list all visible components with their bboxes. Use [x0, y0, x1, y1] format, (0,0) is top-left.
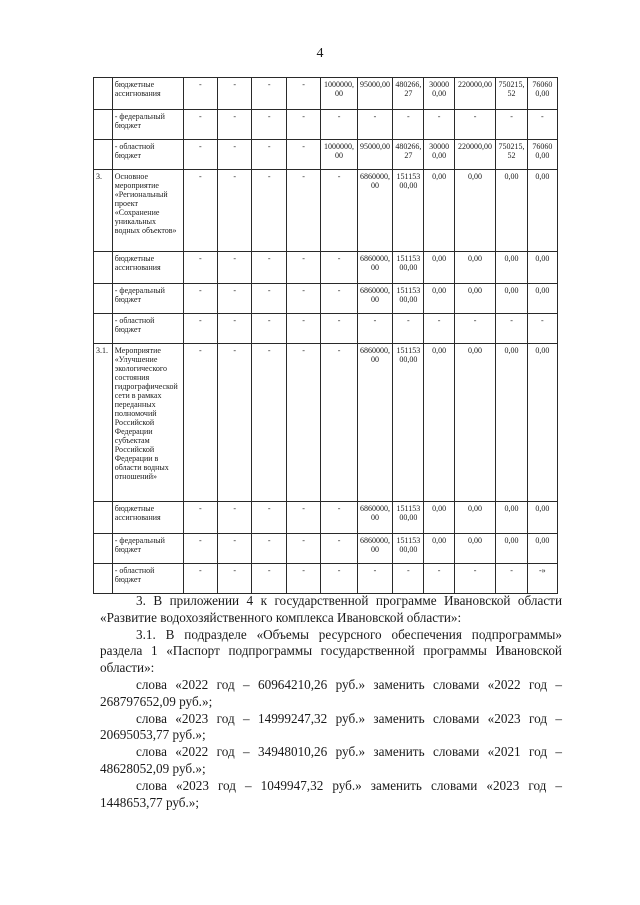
- value-cell: -: [252, 284, 286, 314]
- value-cell: -: [252, 314, 286, 344]
- paragraph: слова «2022 год – 34948010,26 руб.» заменить словами «2021 год – 48628052,09 руб.»;: [100, 744, 562, 776]
- value-cell: 0,00: [527, 502, 557, 534]
- row-name-cell: бюджетные ассигнования: [112, 252, 183, 284]
- value-cell: 0,00: [424, 502, 454, 534]
- value-cell: 6860000,00: [357, 252, 392, 284]
- value-cell: -: [183, 502, 217, 534]
- value-cell: 15115300,00: [393, 252, 424, 284]
- row-name-cell: - областной бюджет: [112, 314, 183, 344]
- value-cell: -: [496, 314, 527, 344]
- row-number-cell: [94, 534, 113, 564]
- value-cell: -: [218, 502, 252, 534]
- value-cell: 0,00: [454, 344, 496, 502]
- value-cell: -: [393, 314, 424, 344]
- paragraph: слова «2022 год – 60964210,26 руб.» заменить словами «2022 год – 268797652,09 руб.»;: [100, 676, 562, 709]
- value-cell: 6860000,00: [357, 284, 392, 314]
- value-cell: -: [183, 564, 217, 594]
- value-cell: -: [321, 314, 357, 344]
- row-number-cell: [94, 502, 113, 534]
- value-cell: -: [321, 252, 357, 284]
- paragraph: слова «2023 год – 1049947,32 руб.» заменить словами «2023 год – 1448653,77 руб.»;: [100, 777, 562, 810]
- row-name-cell: - областной бюджет: [112, 564, 183, 594]
- value-cell: -: [527, 314, 557, 344]
- value-cell: -: [218, 284, 252, 314]
- value-cell: 1000000,00: [321, 78, 357, 110]
- paragraph: 3.1. В подразделе «Объемы ресурсного обеспечения подпрограммы» раздела 1 «Паспорт подпрограммы государственной программы Ивановской области»:: [100, 626, 562, 676]
- value-cell: 15115300,00: [393, 534, 424, 564]
- budget-table: [93, 77, 558, 594]
- value-cell: -: [286, 502, 320, 534]
- table-row: [94, 502, 558, 534]
- value-cell: -: [183, 78, 217, 110]
- value-cell: -: [527, 110, 557, 140]
- value-cell: 0,00: [527, 170, 557, 252]
- value-cell: -: [218, 564, 252, 594]
- value-cell: 15115300,00: [393, 344, 424, 502]
- value-cell: 300000,00: [424, 78, 454, 110]
- value-cell: -: [252, 564, 286, 594]
- value-cell: -: [454, 564, 496, 594]
- value-cell: -: [321, 534, 357, 564]
- value-cell: -: [424, 110, 454, 140]
- table-row: [94, 284, 558, 314]
- value-cell: -: [183, 252, 217, 284]
- value-cell: -: [321, 284, 357, 314]
- table-row: [94, 170, 558, 252]
- value-cell: 0,00: [454, 252, 496, 284]
- row-name-cell: Мероприятие «Улучшение экологического состояния гидрографической сети в рамках переданных полномочий Российской Федерации субъектам Российской Федерации в области водных отношений»: [112, 344, 183, 502]
- row-number-cell: [94, 78, 113, 110]
- value-cell: -: [454, 314, 496, 344]
- value-cell: 220000,00: [454, 140, 496, 170]
- value-cell: -: [357, 314, 392, 344]
- value-cell: 6860000,00: [357, 170, 392, 252]
- row-number-cell: 3.1.: [94, 344, 113, 502]
- value-cell: -: [183, 284, 217, 314]
- value-cell: -: [424, 314, 454, 344]
- value-cell: 0,00: [424, 534, 454, 564]
- row-name-cell: - федеральный бюджет: [112, 534, 183, 564]
- row-number-cell: [94, 284, 113, 314]
- row-number-cell: [94, 564, 113, 594]
- value-cell: 0,00: [496, 284, 527, 314]
- value-cell: 220000,00: [454, 78, 496, 110]
- value-cell: 0,00: [496, 170, 527, 252]
- table-row: [94, 110, 558, 140]
- value-cell: 0,00: [454, 284, 496, 314]
- value-cell: 0,00: [424, 252, 454, 284]
- value-cell: 6860000,00: [357, 344, 392, 502]
- row-name-cell: бюджетные ассигнования: [112, 502, 183, 534]
- value-cell: 0,00: [527, 344, 557, 502]
- value-cell: 15115300,00: [393, 284, 424, 314]
- value-cell: -: [286, 252, 320, 284]
- value-cell: -: [286, 314, 320, 344]
- value-cell: -: [321, 170, 357, 252]
- value-cell: 15115300,00: [393, 170, 424, 252]
- value-cell: 0,00: [424, 344, 454, 502]
- value-cell: 0,00: [527, 534, 557, 564]
- value-cell: -: [218, 252, 252, 284]
- value-cell: -: [252, 170, 286, 252]
- value-cell: -: [183, 534, 217, 564]
- value-cell: 0,00: [496, 502, 527, 534]
- value-cell: 0,00: [496, 252, 527, 284]
- value-cell: 760600,00: [527, 78, 557, 110]
- value-cell: 760600,00: [527, 140, 557, 170]
- value-cell: -: [393, 564, 424, 594]
- value-cell: 1000000,00: [321, 140, 357, 170]
- value-cell: -»: [527, 564, 557, 594]
- value-cell: -: [252, 140, 286, 170]
- value-cell: -: [496, 110, 527, 140]
- value-cell: -: [218, 170, 252, 252]
- value-cell: 15115300,00: [393, 502, 424, 534]
- paragraph: 3. В приложении 4 к государственной программе Ивановской области «Развитие водохозяйственного комплекса Ивановской области»:: [100, 593, 562, 625]
- value-cell: -: [218, 344, 252, 502]
- value-cell: -: [183, 314, 217, 344]
- value-cell: -: [183, 344, 217, 502]
- value-cell: 300000,00: [424, 140, 454, 170]
- value-cell: 0,00: [496, 344, 527, 502]
- value-cell: 0,00: [424, 170, 454, 252]
- value-cell: 0,00: [527, 252, 557, 284]
- document-body: [100, 593, 562, 811]
- row-number-cell: [94, 252, 113, 284]
- table-row: [94, 344, 558, 502]
- value-cell: -: [286, 564, 320, 594]
- value-cell: -: [218, 534, 252, 564]
- table-row: [94, 314, 558, 344]
- value-cell: 750215,52: [496, 140, 527, 170]
- value-cell: -: [183, 140, 217, 170]
- value-cell: 0,00: [527, 284, 557, 314]
- table-row: [94, 534, 558, 564]
- value-cell: -: [252, 502, 286, 534]
- paragraph: слова «2023 год – 14999247,32 руб.» заменить словами «2023 год – 20695053,77 руб.»;: [100, 710, 562, 743]
- value-cell: -: [286, 344, 320, 502]
- value-cell: -: [357, 110, 392, 140]
- value-cell: -: [252, 252, 286, 284]
- budget-table-body: [94, 78, 558, 594]
- value-cell: -: [218, 140, 252, 170]
- value-cell: -: [424, 564, 454, 594]
- value-cell: 95000,00: [357, 140, 392, 170]
- value-cell: 0,00: [454, 502, 496, 534]
- value-cell: -: [183, 170, 217, 252]
- row-number-cell: [94, 140, 113, 170]
- value-cell: -: [286, 284, 320, 314]
- value-cell: 0,00: [424, 284, 454, 314]
- table-row: [94, 252, 558, 284]
- value-cell: 6860000,00: [357, 502, 392, 534]
- table-row: [94, 564, 558, 594]
- page-number: 4: [316, 46, 324, 61]
- value-cell: -: [321, 502, 357, 534]
- value-cell: -: [454, 110, 496, 140]
- value-cell: -: [252, 78, 286, 110]
- row-name-cell: - федеральный бюджет: [112, 284, 183, 314]
- value-cell: -: [321, 110, 357, 140]
- value-cell: -: [218, 314, 252, 344]
- row-number-cell: [94, 314, 113, 344]
- row-name-cell: - федеральный бюджет: [112, 110, 183, 140]
- value-cell: -: [286, 140, 320, 170]
- table-row: [94, 78, 558, 110]
- value-cell: 480266,27: [393, 78, 424, 110]
- value-cell: -: [286, 110, 320, 140]
- value-cell: -: [183, 110, 217, 140]
- row-name-cell: Основное мероприятие «Региональный проект «Сохранение уникальных водных объектов»: [112, 170, 183, 252]
- value-cell: -: [286, 170, 320, 252]
- value-cell: -: [218, 110, 252, 140]
- value-cell: -: [393, 110, 424, 140]
- value-cell: -: [286, 78, 320, 110]
- value-cell: -: [252, 344, 286, 502]
- row-number-cell: [94, 110, 113, 140]
- value-cell: 0,00: [496, 534, 527, 564]
- value-cell: 0,00: [454, 534, 496, 564]
- row-number-cell: 3.: [94, 170, 113, 252]
- value-cell: 750215,52: [496, 78, 527, 110]
- value-cell: -: [218, 78, 252, 110]
- value-cell: 0,00: [454, 170, 496, 252]
- value-cell: 95000,00: [357, 78, 392, 110]
- value-cell: 480266,27: [393, 140, 424, 170]
- value-cell: -: [496, 564, 527, 594]
- row-name-cell: бюджетные ассигнования: [112, 78, 183, 110]
- value-cell: -: [286, 534, 320, 564]
- value-cell: 6860000,00: [357, 534, 392, 564]
- value-cell: -: [252, 534, 286, 564]
- value-cell: -: [252, 110, 286, 140]
- value-cell: -: [321, 344, 357, 502]
- value-cell: -: [357, 564, 392, 594]
- row-name-cell: - областной бюджет: [112, 140, 183, 170]
- value-cell: -: [321, 564, 357, 594]
- table-row: [94, 140, 558, 170]
